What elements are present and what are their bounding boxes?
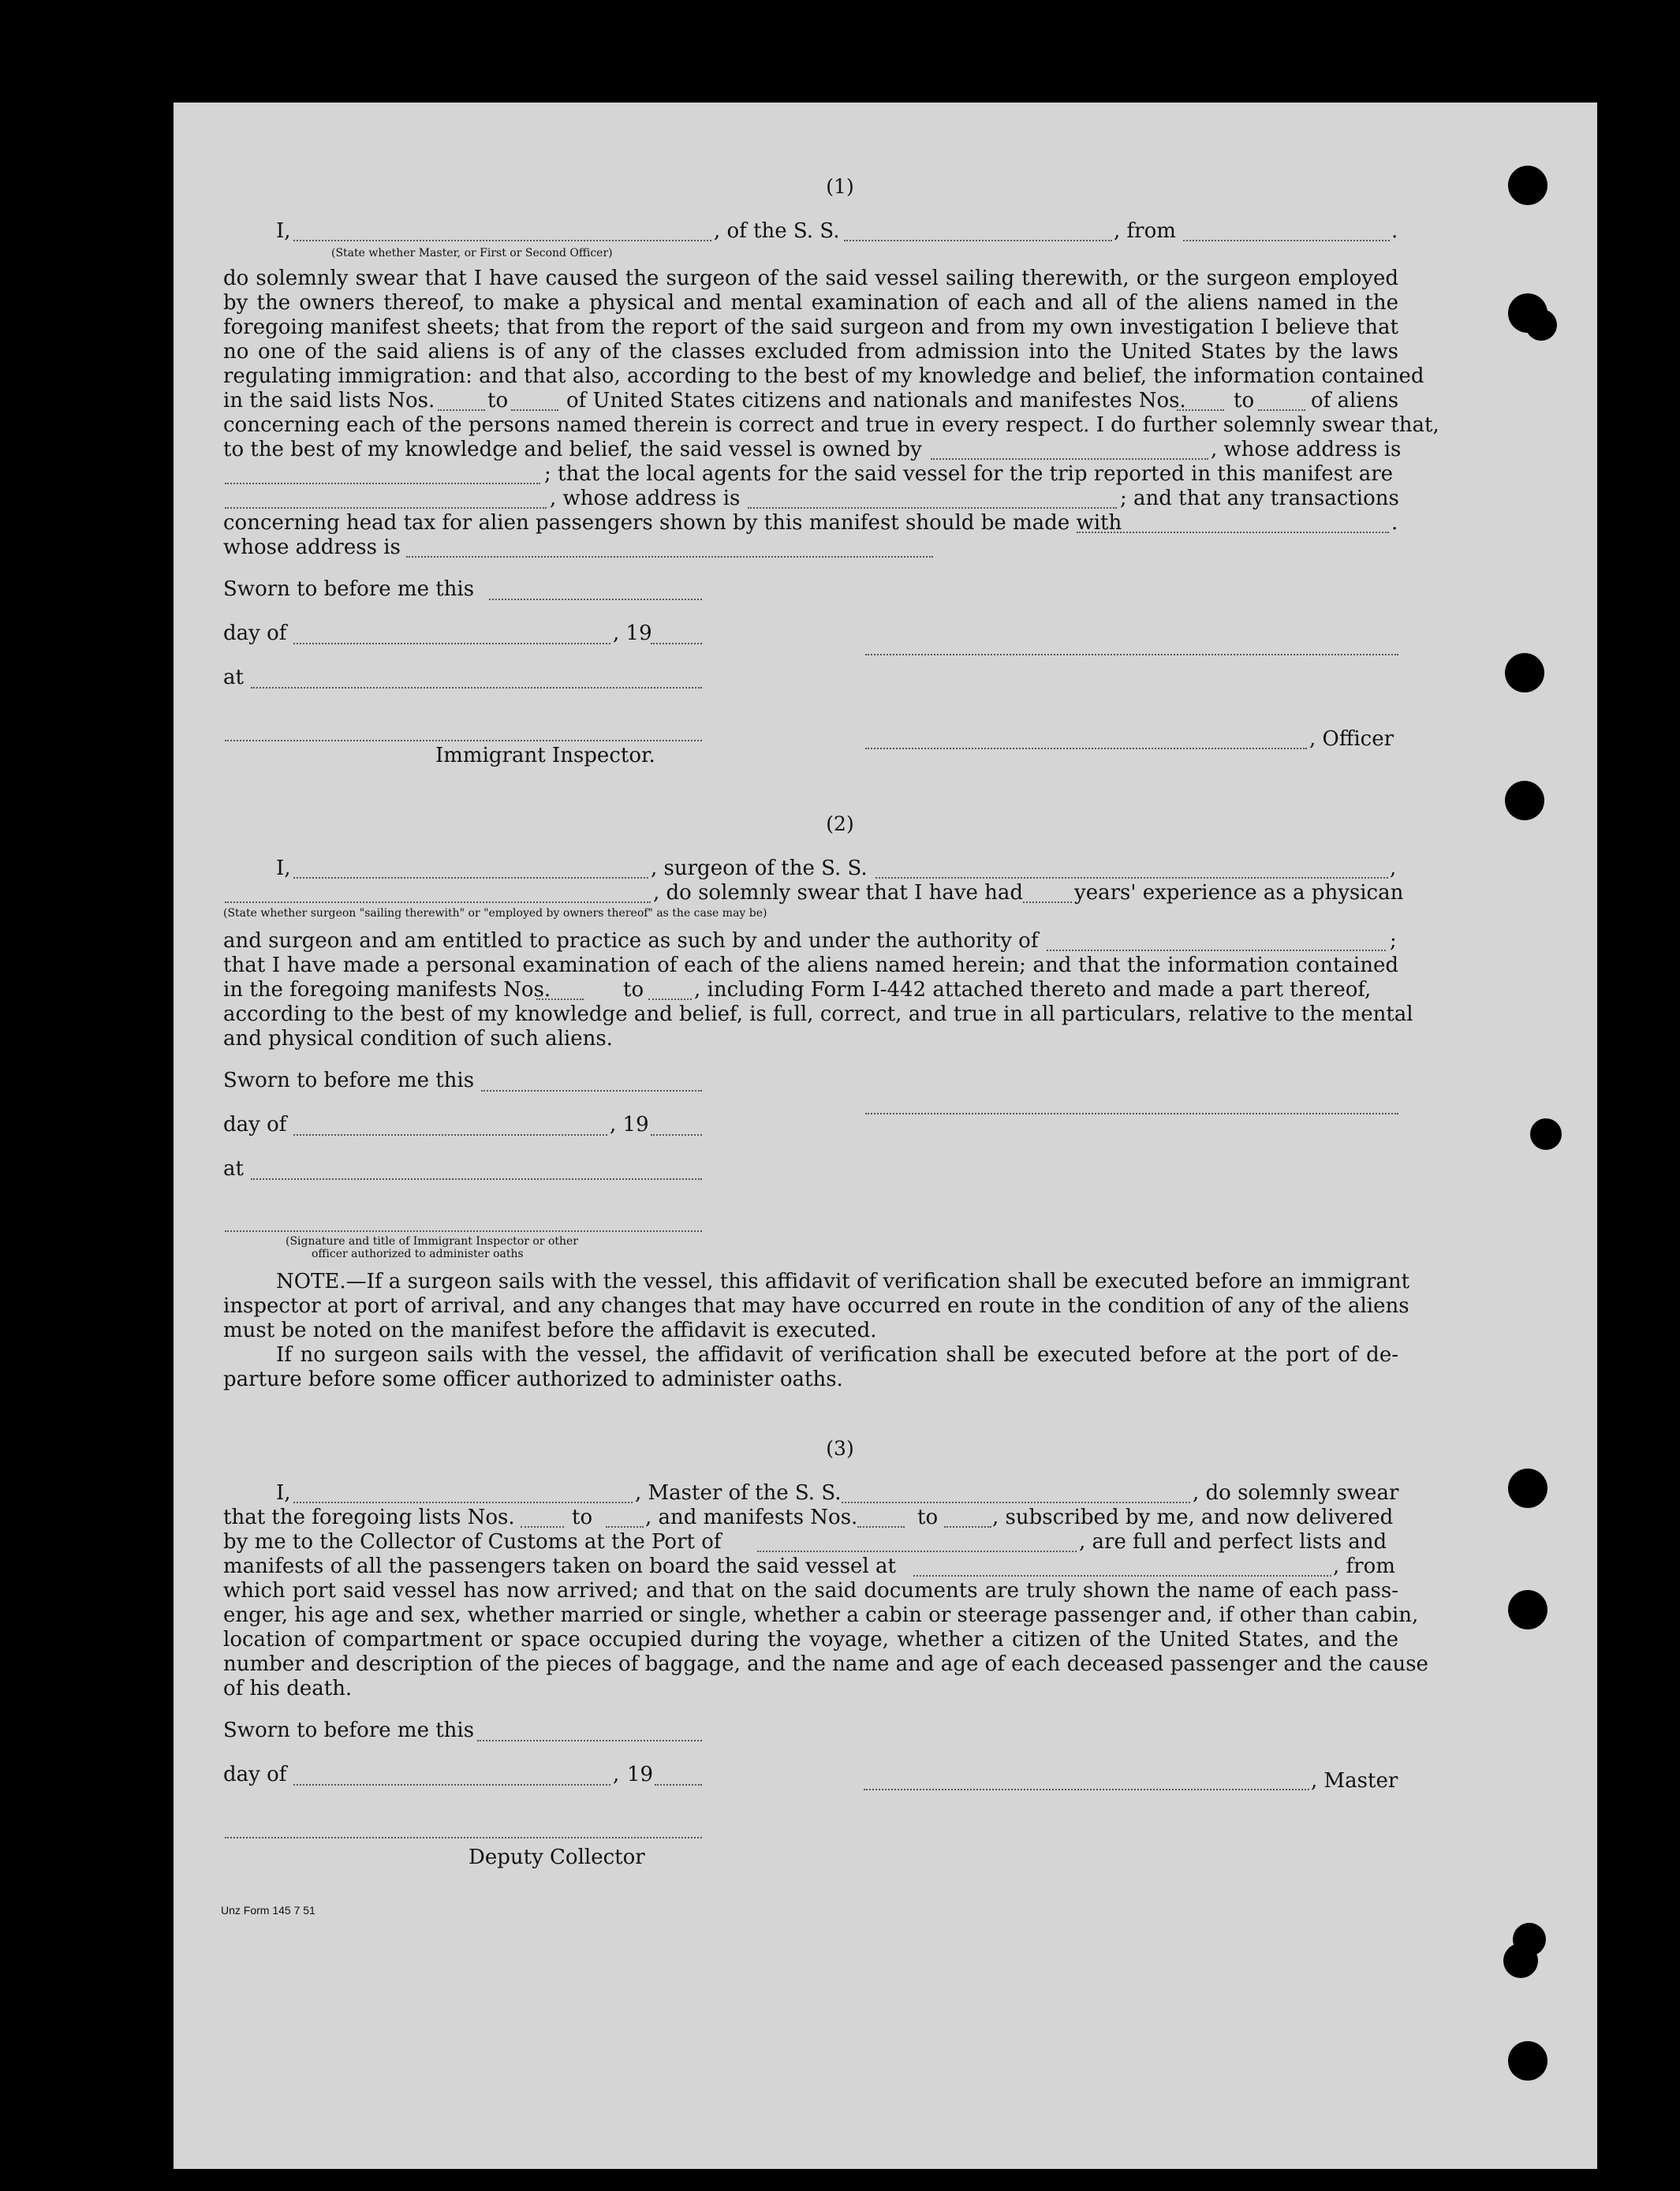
sworn-date-field[interactable]: [489, 597, 702, 600]
punch-hole: [1505, 653, 1544, 692]
text: , of the S. S.: [714, 219, 840, 243]
field-note: (State whether surgeon "sailing therewith" or "employed by owners thereof" as the case may be): [223, 907, 767, 920]
authority-field[interactable]: [1047, 948, 1386, 951]
collector-label: Deputy Collector: [469, 1846, 645, 1869]
text-line: which port said vessel has now arrived; and that on the said documents are truly shown the name of each pass-: [223, 1579, 1398, 1603]
surgeon-name-field[interactable]: [293, 875, 648, 879]
text: of aliens: [1311, 389, 1399, 412]
at-label: at: [223, 666, 244, 689]
collector-signature-field[interactable]: [225, 1835, 702, 1838]
at-place-field[interactable]: [251, 1177, 702, 1180]
text: , are full and perfect lists and: [1079, 1530, 1387, 1554]
final-lists-from-field[interactable]: [521, 1525, 564, 1528]
note-line: parture before some officer authorized to administer oaths.: [223, 1368, 843, 1391]
form-number: Unz Form 145 7 51: [221, 1904, 315, 1917]
officer-label: , Officer: [1309, 727, 1394, 751]
text: to: [1234, 389, 1255, 412]
agents-address-field[interactable]: [748, 506, 1117, 509]
text: to the best of my knowledge and belief, the said vessel is owned by: [223, 438, 922, 461]
inspector-label: Immigrant Inspector.: [435, 744, 655, 767]
text: , do solemnly swear that I have had: [653, 881, 1024, 905]
officer-signature-field[interactable]: [865, 652, 1398, 655]
text-line: no one of the said aliens is of any of the classes excluded from admission into the United States by the laws: [223, 340, 1398, 364]
surgeon-signature-field[interactable]: [865, 1111, 1398, 1114]
owner-address-field[interactable]: [225, 481, 540, 484]
text: concerning head tax for alien passengers shown by this manifest should be made with: [223, 511, 1122, 535]
month-field[interactable]: [293, 1133, 607, 1136]
form-page: [174, 103, 1597, 2169]
surgeon-manifests-from-field[interactable]: [536, 997, 584, 1000]
text: to: [623, 978, 644, 1002]
inspector-signature-field[interactable]: [225, 738, 702, 741]
text: , Master of the S. S.: [635, 1481, 842, 1505]
text: , whose address is: [1211, 438, 1402, 461]
text: , from: [1114, 219, 1176, 243]
text: ; and that any transactions: [1120, 487, 1399, 510]
text: I,: [276, 857, 291, 880]
years-field[interactable]: [1023, 900, 1072, 903]
text: of United States citizens and nationals and manifestes Nos.: [566, 389, 1186, 412]
day-of-label: day of: [223, 1113, 287, 1137]
text-line: number and description of the pieces of baggage, and the name and age of each deceased passenger and the cause: [223, 1652, 1428, 1676]
head-tax-address-field[interactable]: [406, 554, 933, 558]
officer-name-field[interactable]: [293, 238, 711, 241]
sworn-label: Sworn to before me this: [223, 1719, 475, 1742]
section-heading: (3): [826, 1437, 854, 1460]
vessel-name-field[interactable]: [844, 238, 1112, 241]
text: , do solemnly swear: [1193, 1481, 1399, 1505]
text: ;: [1390, 929, 1397, 953]
sworn-date-field[interactable]: [481, 1088, 702, 1092]
text: to: [487, 389, 509, 412]
master-label: , Master: [1311, 1769, 1398, 1793]
from-port-field[interactable]: [1183, 238, 1390, 241]
text-line: foregoing manifest sheets; that from the report of the said surgeon and from my own investigation I believe that: [223, 315, 1398, 339]
month-field[interactable]: [293, 1782, 610, 1786]
surgeon-status-field[interactable]: [225, 900, 651, 903]
day-of-label: day of: [223, 621, 287, 645]
text: , subscribed by me, and now delivered: [992, 1506, 1394, 1529]
final-manifests-from-field[interactable]: [857, 1525, 905, 1528]
master-vessel-field[interactable]: [842, 1500, 1190, 1503]
at-label: at: [223, 1157, 244, 1181]
lists-from-field[interactable]: [438, 408, 485, 411]
punch-hole: [1503, 1943, 1538, 1978]
text: .: [1391, 511, 1398, 535]
master-name-field[interactable]: [293, 1500, 633, 1503]
note-line: must be noted on the manifest before the affidavit is executed.: [223, 1319, 877, 1342]
head-tax-field[interactable]: [1077, 530, 1389, 533]
inspector-signature-field[interactable]: [225, 1229, 702, 1232]
text-line: do solemnly swear that I have caused the surgeon of the said vessel sailing therewith, or the surgeon employed: [223, 267, 1398, 290]
text: , from: [1333, 1555, 1395, 1578]
text: ; that the local agents for the said vessel for the trip reported in this manifest are: [544, 462, 1394, 486]
punch-hole: [1508, 1469, 1547, 1508]
text-line: and physical condition of such aliens.: [223, 1027, 613, 1051]
final-lists-to-field[interactable]: [606, 1525, 644, 1528]
year-label: , 19: [610, 1113, 649, 1137]
punch-hole: [1530, 1118, 1562, 1150]
text-line: location of compartment or space occupied during the voyage, whether a citizen of the United States, and the: [223, 1628, 1398, 1652]
section-heading: (1): [826, 175, 854, 198]
field-note: (State whether Master, or First or Second Officer): [331, 247, 613, 259]
text-line: that I have made a personal examination of each of the aliens named herein; and that the information contained: [223, 954, 1398, 977]
owner-field[interactable]: [931, 457, 1208, 460]
departure-port-field[interactable]: [913, 1573, 1331, 1577]
text-line: by the owners thereof, to make a physical and mental examination of each and all of the aliens named in the: [223, 291, 1398, 315]
day-of-label: day of: [223, 1763, 287, 1786]
text: in the said lists Nos.: [223, 389, 435, 412]
surgeon-vessel-field[interactable]: [875, 875, 1388, 879]
sworn-label: Sworn to before me this: [223, 1069, 475, 1092]
text: and surgeon and am entitled to practice as such by and under the authority of: [223, 929, 1039, 953]
text: I,: [276, 219, 291, 243]
manifests-to-field[interactable]: [1258, 408, 1305, 411]
text-line: according to the best of my knowledge and belief, is full, correct, and true in all particulars, relative to the mental: [223, 1002, 1413, 1026]
year-field[interactable]: [651, 1133, 702, 1136]
signature-note: (Signature and title of Immigrant Inspector or other: [286, 1235, 578, 1248]
text: whose address is: [223, 536, 401, 559]
text: in the foregoing manifests Nos.: [223, 978, 551, 1002]
punch-hole: [1525, 309, 1557, 341]
text: .: [1391, 219, 1398, 243]
section-heading: (2): [826, 812, 854, 835]
text: , whose address is: [550, 487, 741, 510]
month-field[interactable]: [293, 641, 610, 644]
text: ,: [1390, 857, 1397, 880]
text: manifests of all the passengers taken on board the said vessel at: [223, 1555, 896, 1578]
year-label: , 19: [613, 621, 652, 645]
officer-title-field[interactable]: [865, 746, 1307, 749]
text: to: [917, 1506, 939, 1529]
sworn-label: Sworn to before me this: [223, 577, 475, 601]
text-line: regulating immigration: and that also, according to the best of my knowledge and belief, the information contained: [223, 364, 1424, 388]
text-line: enger, his age and sex, whether married or single, whether a cabin or steerage passenger and, if other than cabin,: [223, 1603, 1419, 1627]
text: that the foregoing lists Nos.: [223, 1506, 515, 1529]
text: , and manifests Nos.: [645, 1506, 858, 1529]
manifests-from-field[interactable]: [1177, 408, 1224, 411]
port-field[interactable]: [757, 1549, 1077, 1552]
year-label: 19: [627, 1763, 654, 1786]
punch-hole: [1508, 2041, 1547, 2081]
year-field[interactable]: [655, 1782, 702, 1786]
note-line: inspector at port of arrival, and any changes that may have occurred en route in the condition of any of the aliens: [223, 1294, 1409, 1318]
year-field[interactable]: [651, 641, 702, 644]
text: ,: [613, 1763, 620, 1786]
text: , including Form I-442 attached thereto and made a part thereof,: [694, 978, 1372, 1002]
sworn-date-field[interactable]: [477, 1738, 702, 1741]
text: years' experience as a physican: [1074, 881, 1404, 905]
punch-hole: [1508, 1590, 1547, 1629]
at-place-field[interactable]: [251, 685, 702, 689]
signature-note: officer authorized to administer oaths: [312, 1248, 524, 1260]
text: to: [572, 1506, 593, 1529]
surgeon-manifests-to-field[interactable]: [648, 997, 692, 1000]
text: , surgeon of the S. S.: [651, 857, 868, 880]
lists-to-field[interactable]: [511, 408, 558, 411]
note-line: NOTE.—If a surgeon sails with the vessel, this affidavit of verification shall be executed before an immigrant: [276, 1270, 1410, 1293]
text: by me to the Collector of Customs at the Port of: [223, 1530, 722, 1554]
text: I,: [276, 1481, 291, 1505]
master-signature-field[interactable]: [864, 1787, 1309, 1790]
text-line: of his death.: [223, 1677, 353, 1700]
text-line: concerning each of the persons named therein is correct and true in every respect. I do further solemnly swear that,: [223, 413, 1439, 437]
final-manifests-to-field[interactable]: [944, 1525, 991, 1528]
local-agents-field[interactable]: [225, 506, 547, 509]
note-line: If no surgeon sails with the vessel, the affidavit of verification shall be executed before at the port of de-: [276, 1343, 1398, 1367]
